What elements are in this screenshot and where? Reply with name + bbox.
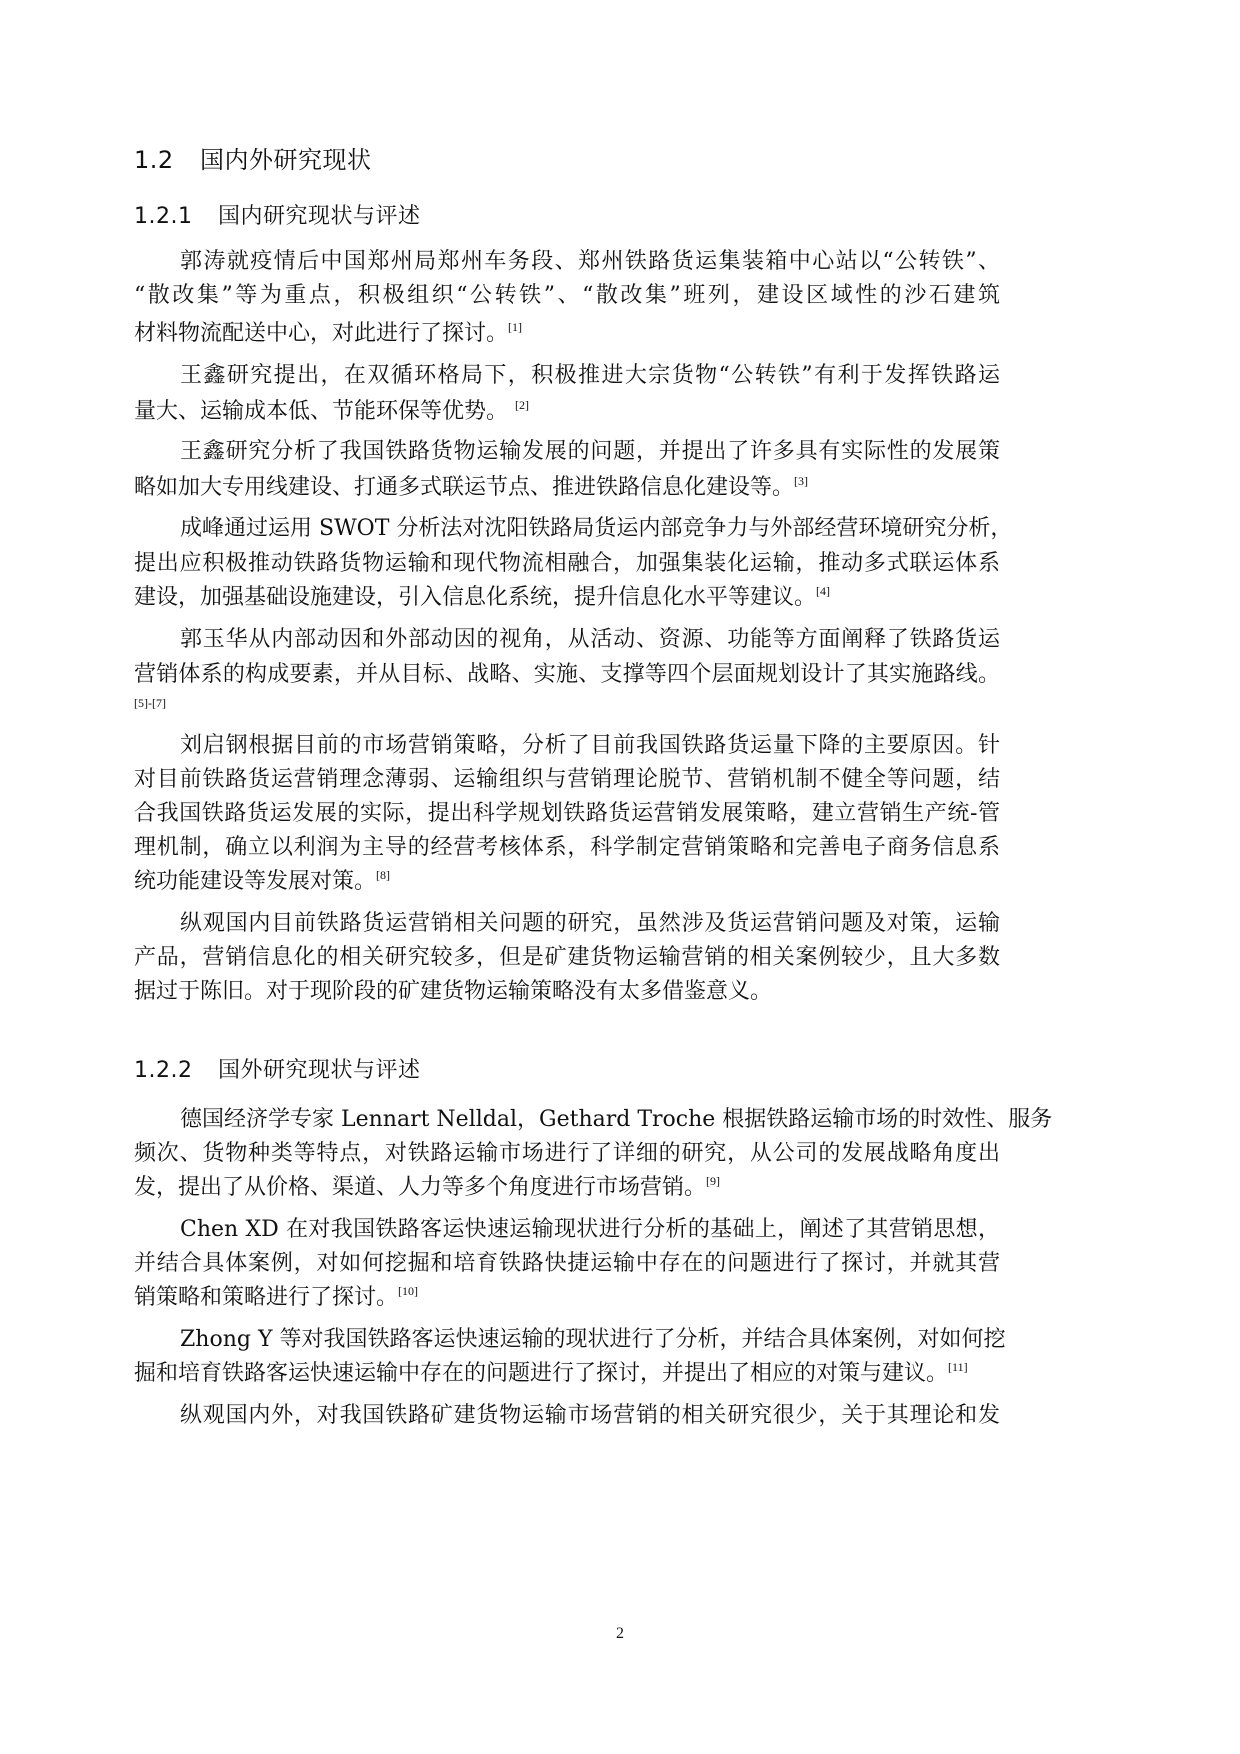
- subsection-heading-domestic: [134, 199, 421, 230]
- citation-ref: [3]: [794, 474, 809, 488]
- citation-ref: [11]: [948, 1360, 968, 1374]
- paragraph-line-last: [134, 397, 1000, 427]
- paragraph-line-last: [134, 473, 1000, 503]
- paragraph-line: 合我国铁路货运发展的实际，提出科学规划铁路货运营销发展策略，建立营销生产统-管: [134, 801, 1000, 826]
- citation-ref: [2]: [515, 398, 530, 412]
- section-number: 1.2: [134, 146, 174, 174]
- citation-ref: [9]: [706, 1174, 721, 1188]
- citation-ref: [10]: [398, 1284, 419, 1298]
- paragraph-line-last: 据过于陈旧。对于现阶段的矿建货物运输策略没有太多借鉴意义。: [134, 979, 773, 1004]
- subsection-number: 1.2.1: [134, 204, 193, 229]
- paragraph-line: 理机制，确立以利润为主导的经营考核体系，科学制定营销策略和完善电子商务信息系: [134, 835, 1000, 860]
- paragraph-line: 并结合具体案例，对如何挖掘和培育铁路快捷运输中存在的问题进行了探讨，并就其营: [134, 1251, 1000, 1276]
- subsection-title: 国外研究现状与评述: [218, 1058, 421, 1083]
- paragraph-line: 提出应积极推动铁路货物运输和现代物流相融合，加强集装化运输，推动多式联运体系: [134, 551, 1000, 576]
- subsection-number: 1.2.2: [134, 1058, 193, 1083]
- subsection-title: 国内研究现状与评述: [218, 204, 421, 229]
- paragraph-text: 略如加大专用线建设、打通多式联运节点、推进铁路信息化建设等。: [134, 475, 795, 500]
- section-heading: [134, 140, 372, 175]
- paragraph-line: “散改集”等为重点，积极组织“公转铁”、“散改集”班列，建设区域性的沙石建筑: [134, 283, 1000, 308]
- paragraph-text: 建设，加强基础设施建设，引入信息化系统，提升信息化水平等建议。: [134, 585, 817, 610]
- paragraph-line: 产品，营销信息化的相关研究较多，但是矿建货物运输营销的相关案例较少，且大多数: [134, 945, 1000, 970]
- page-number: 2: [616, 1625, 624, 1642]
- paragraph-line: Chen XD 在对我国铁路客运快速运输现状进行分析的基础上，阐述了其营销思想，: [180, 1217, 1000, 1242]
- paragraph-line: 德国经济学专家 Lennart Nelldal，Gethard Troche 根据铁路运输市场的时效性、服务: [180, 1107, 1053, 1132]
- paragraph-text: 发，提出了从价格、渠道、人力等多个角度进行市场营销。: [134, 1175, 707, 1200]
- paragraph-line: 王鑫研究提出，在双循环格局下，积极推进大宗货物“公转铁”有利于发挥铁路运: [180, 363, 1000, 388]
- paragraph-line-last: [134, 583, 1000, 613]
- paragraph-line: 刘启钢根据目前的市场营销策略，分析了目前我国铁路货运量下降的主要原因。针: [180, 733, 1000, 758]
- paragraph-line: 王鑫研究分析了我国铁路货物运输发展的问题，并提出了许多具有实际性的发展策: [180, 439, 1000, 464]
- paragraph-text: 材料物流配送中心，对此进行了探讨。: [134, 321, 509, 346]
- paragraph-text: 统功能建设等发展对策。: [134, 869, 377, 894]
- paragraph-line: 郭玉华从内部动因和外部动因的视角，从活动、资源、功能等方面阐释了铁路货运: [180, 627, 1000, 652]
- paragraph-line-last: [134, 319, 1000, 349]
- subsection-heading-foreign: [134, 1053, 421, 1084]
- paragraph-text: 销策略和策略进行了探讨。: [134, 1285, 399, 1310]
- paragraph-line: 纵观国内外，对我国铁路矿建货物运输市场营销的相关研究很少，关于其理论和发: [180, 1403, 1000, 1428]
- paragraph-line: 郭涛就疫情后中国郑州局郑州车务段、郑州铁路货运集装箱中心站以“公转铁”、: [180, 249, 1000, 274]
- paragraph-line: 频次、货物种类等特点，对铁路运输市场进行了详细的研究，从公司的发展战略角度出: [134, 1141, 1000, 1166]
- citation-ref: [4]: [816, 584, 831, 598]
- paragraph-line: 营销体系的构成要素，并从目标、战略、实施、支撑等四个层面规划设计了其实施路线。: [134, 662, 1000, 687]
- paragraph-line-last: [134, 1173, 1000, 1203]
- paragraph-line: 纵观国内目前铁路货运营销相关问题的研究，虽然涉及货运营销问题及对策，运输: [180, 911, 1000, 936]
- paragraph-line-last: [134, 1283, 1000, 1313]
- paragraph-line-last: [134, 867, 1000, 897]
- paragraph-line-last: [134, 1359, 1000, 1389]
- citation-ref: [8]: [376, 868, 391, 882]
- section-title: 国内外研究现状: [200, 146, 372, 174]
- paragraph-line: Zhong Y 等对我国铁路客运快速运输的现状进行了分析，并结合具体案例，对如何挖: [180, 1327, 1006, 1352]
- paragraph-line: 成峰通过运用 SWOT 分析法对沈阳铁路局货运内部竞争力与外部经营环境研究分析，: [180, 516, 1013, 541]
- paragraph-text: 量大、运输成本低、节能环保等优势。: [134, 399, 509, 424]
- citation-ref: [5]-[7]: [134, 696, 166, 710]
- paragraph-text: 掘和培育铁路客运快速运输中存在的问题进行了探讨，并提出了相应的对策与建议。: [134, 1361, 949, 1386]
- paragraph-line: 对目前铁路货运营销理念薄弱、运输组织与营销理论脱节、营销机制不健全等问题，结: [134, 767, 1000, 792]
- citation-ref: [1]: [508, 320, 523, 334]
